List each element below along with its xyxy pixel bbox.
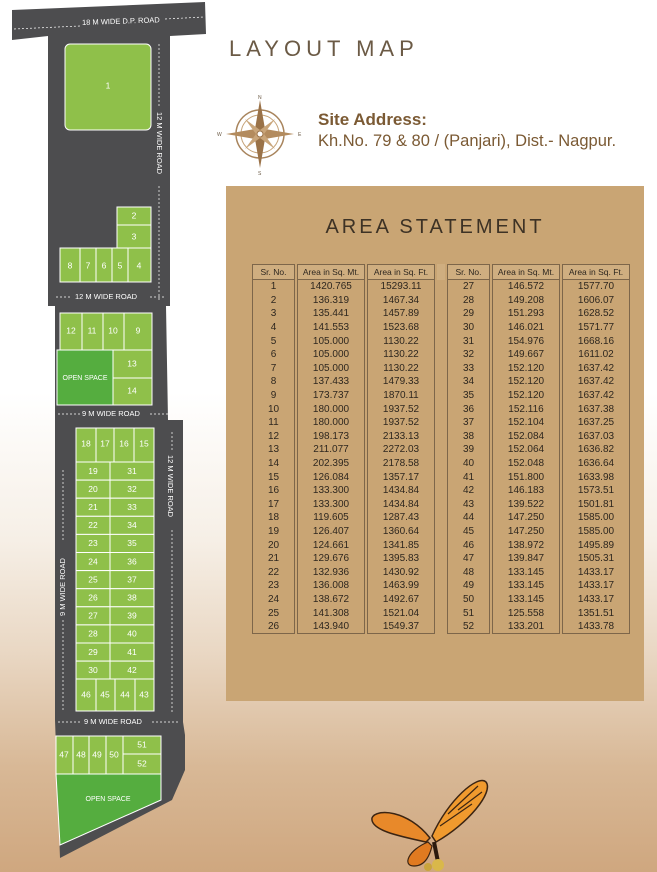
plot-label-11: 11 bbox=[87, 325, 97, 336]
cell-area-sq-mt: 202.395 bbox=[297, 457, 365, 471]
cell-sr-no: 3 bbox=[252, 307, 295, 321]
cell-area-sq-ft: 1637.03 bbox=[562, 430, 630, 444]
butterfly-icon bbox=[368, 770, 498, 872]
column-gap bbox=[437, 348, 445, 362]
cell-sr-no: 2 bbox=[252, 294, 295, 308]
cell-sr-no: 39 bbox=[447, 443, 490, 457]
plot-label-44: 44 bbox=[120, 689, 130, 700]
cell-area-sq-mt: 143.940 bbox=[297, 620, 365, 635]
cell-area-sq-ft: 1467.34 bbox=[367, 294, 435, 308]
plot-label-10: 10 bbox=[108, 325, 118, 336]
plot-label-45: 45 bbox=[100, 689, 110, 700]
plot-label-51: 51 bbox=[137, 739, 147, 750]
cell-sr-no: 42 bbox=[447, 484, 490, 498]
plot-label-1: 1 bbox=[105, 80, 111, 91]
cell-area-sq-ft: 1668.16 bbox=[562, 334, 630, 348]
compass-s: S bbox=[258, 171, 262, 177]
cell-area-sq-mt: 105.000 bbox=[297, 348, 365, 362]
cell-area-sq-ft: 1433.17 bbox=[562, 579, 630, 593]
cell-area-sq-ft: 1628.52 bbox=[562, 307, 630, 321]
table-row bbox=[252, 334, 630, 348]
cell-area-sq-mt: 146.183 bbox=[492, 484, 560, 498]
table-row bbox=[252, 498, 630, 512]
cell-sr-no: 10 bbox=[252, 402, 295, 416]
plot-label-27: 27 bbox=[88, 610, 98, 621]
page-title: LAYOUT MAP bbox=[229, 36, 419, 61]
column-gap bbox=[437, 579, 445, 593]
column-gap bbox=[437, 538, 445, 552]
plot-label-34: 34 bbox=[127, 520, 137, 531]
cell-area-sq-ft: 1571.77 bbox=[562, 321, 630, 335]
table-row bbox=[252, 565, 630, 579]
cell-sr-no: 29 bbox=[447, 307, 490, 321]
cell-area-sq-ft: 1637.42 bbox=[562, 389, 630, 403]
cell-area-sq-mt: 133.201 bbox=[492, 620, 560, 635]
header-sr-no-2: Sr. No. bbox=[447, 264, 490, 280]
cell-sr-no: 46 bbox=[447, 538, 490, 552]
plot-label-20: 20 bbox=[88, 483, 98, 494]
cell-area-sq-mt: 105.000 bbox=[297, 334, 365, 348]
road-9m-label-a: 9 M WIDE ROAD bbox=[82, 408, 140, 418]
column-gap bbox=[437, 457, 445, 471]
column-gap bbox=[437, 294, 445, 308]
column-gap bbox=[437, 443, 445, 457]
cell-area-sq-mt: 126.084 bbox=[297, 470, 365, 484]
cell-area-sq-mt: 152.116 bbox=[492, 402, 560, 416]
cell-area-sq-ft: 1633.98 bbox=[562, 470, 630, 484]
cell-area-sq-ft: 1505.31 bbox=[562, 552, 630, 566]
plot-label-46: 46 bbox=[81, 689, 91, 700]
cell-area-sq-mt: 152.104 bbox=[492, 416, 560, 430]
column-gap bbox=[437, 620, 445, 635]
area-statement-table bbox=[250, 264, 632, 634]
cell-area-sq-ft: 1637.38 bbox=[562, 402, 630, 416]
plot-label-36: 36 bbox=[127, 556, 137, 567]
cell-area-sq-mt: 133.145 bbox=[492, 593, 560, 607]
cell-area-sq-mt: 146.572 bbox=[492, 280, 560, 294]
cell-area-sq-ft: 1433.17 bbox=[562, 593, 630, 607]
cell-sr-no: 17 bbox=[252, 498, 295, 512]
cell-sr-no: 35 bbox=[447, 389, 490, 403]
cell-area-sq-ft: 1501.81 bbox=[562, 498, 630, 512]
cell-area-sq-mt: 136.319 bbox=[297, 294, 365, 308]
table-row bbox=[252, 402, 630, 416]
table-row bbox=[252, 552, 630, 566]
cell-area-sq-mt: 125.558 bbox=[492, 606, 560, 620]
cell-sr-no: 34 bbox=[447, 375, 490, 389]
plot-label-32: 32 bbox=[127, 483, 137, 494]
cell-area-sq-mt: 152.084 bbox=[492, 430, 560, 444]
cell-sr-no: 33 bbox=[447, 362, 490, 376]
road-12m-middle-label: 12 M WIDE ROAD bbox=[75, 291, 138, 301]
plot-label-37: 37 bbox=[127, 574, 137, 585]
cell-area-sq-mt: 133.300 bbox=[297, 484, 365, 498]
cell-area-sq-ft: 1606.07 bbox=[562, 294, 630, 308]
column-gap bbox=[437, 511, 445, 525]
table-row bbox=[252, 280, 630, 294]
cell-sr-no: 38 bbox=[447, 430, 490, 444]
cell-area-sq-mt: 154.976 bbox=[492, 334, 560, 348]
cell-area-sq-ft: 1434.84 bbox=[367, 498, 435, 512]
cell-sr-no: 47 bbox=[447, 552, 490, 566]
area-statement-panel bbox=[226, 186, 644, 701]
road-12m-right-label-b: 12 M WIDE ROAD bbox=[166, 455, 176, 518]
cell-area-sq-mt: 173.737 bbox=[297, 389, 365, 403]
cell-area-sq-ft: 1357.17 bbox=[367, 470, 435, 484]
column-gap bbox=[437, 565, 445, 579]
cell-sr-no: 25 bbox=[252, 606, 295, 620]
cell-area-sq-ft: 1585.00 bbox=[562, 511, 630, 525]
cell-area-sq-ft: 1637.42 bbox=[562, 375, 630, 389]
cell-sr-no: 1 bbox=[252, 280, 295, 294]
cell-sr-no: 20 bbox=[252, 538, 295, 552]
cell-area-sq-ft: 1495.89 bbox=[562, 538, 630, 552]
cell-sr-no: 48 bbox=[447, 565, 490, 579]
table-row bbox=[252, 348, 630, 362]
plot-label-50: 50 bbox=[109, 749, 119, 760]
plot-label-14: 14 bbox=[127, 385, 137, 396]
cell-sr-no: 28 bbox=[447, 294, 490, 308]
plot-label-47: 47 bbox=[59, 749, 69, 760]
cell-area-sq-ft: 1287.43 bbox=[367, 511, 435, 525]
plot-label-18: 18 bbox=[81, 438, 91, 449]
cell-area-sq-ft: 1479.33 bbox=[367, 375, 435, 389]
cell-area-sq-ft: 1577.70 bbox=[562, 280, 630, 294]
column-gap bbox=[437, 498, 445, 512]
cell-area-sq-mt: 180.000 bbox=[297, 402, 365, 416]
cell-area-sq-ft: 1637.42 bbox=[562, 362, 630, 376]
cell-area-sq-ft: 1636.82 bbox=[562, 443, 630, 457]
plot-label-17: 17 bbox=[100, 438, 110, 449]
table-row bbox=[252, 457, 630, 471]
cell-area-sq-mt: 146.021 bbox=[492, 321, 560, 335]
cell-sr-no: 45 bbox=[447, 525, 490, 539]
cell-area-sq-ft: 1130.22 bbox=[367, 362, 435, 376]
plot-label-49: 49 bbox=[92, 749, 102, 760]
column-gap bbox=[437, 470, 445, 484]
cell-area-sq-ft: 1360.64 bbox=[367, 525, 435, 539]
cell-sr-no: 50 bbox=[447, 593, 490, 607]
cell-sr-no: 12 bbox=[252, 430, 295, 444]
plot-label-23: 23 bbox=[88, 538, 98, 549]
open-space-1-label: OPEN SPACE bbox=[62, 374, 108, 382]
cell-area-sq-ft: 1521.04 bbox=[367, 606, 435, 620]
cell-area-sq-ft: 1341.85 bbox=[367, 538, 435, 552]
cell-area-sq-mt: 105.000 bbox=[297, 362, 365, 376]
cell-sr-no: 49 bbox=[447, 579, 490, 593]
plot-label-30: 30 bbox=[88, 664, 98, 675]
cell-sr-no: 41 bbox=[447, 470, 490, 484]
plot-label-7: 7 bbox=[85, 260, 91, 271]
road-12m-right-label-a: 12 M WIDE ROAD bbox=[155, 112, 165, 175]
road-9m-label-b: 9 M WIDE ROAD bbox=[84, 716, 142, 726]
plot-label-31: 31 bbox=[127, 465, 137, 476]
plot-label-28: 28 bbox=[88, 628, 98, 639]
cell-sr-no: 14 bbox=[252, 457, 295, 471]
plot-label-25: 25 bbox=[88, 574, 98, 585]
cell-area-sq-mt: 149.208 bbox=[492, 294, 560, 308]
cell-sr-no: 26 bbox=[252, 620, 295, 635]
header-sq-ft-2: Area in Sq. Ft. bbox=[562, 264, 630, 280]
cell-area-sq-ft: 2178.58 bbox=[367, 457, 435, 471]
cell-area-sq-mt: 133.145 bbox=[492, 579, 560, 593]
plot-label-35: 35 bbox=[127, 538, 137, 549]
plot-grid bbox=[76, 462, 154, 679]
cell-sr-no: 16 bbox=[252, 484, 295, 498]
column-gap bbox=[437, 375, 445, 389]
plot-label-12: 12 bbox=[66, 325, 76, 336]
header-sr-no-1: Sr. No. bbox=[252, 264, 295, 280]
cell-area-sq-mt: 152.120 bbox=[492, 362, 560, 376]
cell-area-sq-mt: 126.407 bbox=[297, 525, 365, 539]
cell-sr-no: 4 bbox=[252, 321, 295, 335]
cell-area-sq-mt: 149.667 bbox=[492, 348, 560, 362]
cell-area-sq-mt: 136.008 bbox=[297, 579, 365, 593]
column-gap bbox=[437, 402, 445, 416]
cell-sr-no: 24 bbox=[252, 593, 295, 607]
plot-label-19: 19 bbox=[88, 465, 98, 476]
cell-area-sq-ft: 1434.84 bbox=[367, 484, 435, 498]
table-row bbox=[252, 362, 630, 376]
column-gap bbox=[437, 280, 445, 294]
cell-area-sq-ft: 1430.92 bbox=[367, 565, 435, 579]
column-gap bbox=[437, 416, 445, 430]
cell-area-sq-ft: 1433.78 bbox=[562, 620, 630, 635]
cell-area-sq-ft: 1463.99 bbox=[367, 579, 435, 593]
cell-area-sq-mt: 1420.765 bbox=[297, 280, 365, 294]
cell-sr-no: 11 bbox=[252, 416, 295, 430]
cell-sr-no: 5 bbox=[252, 334, 295, 348]
cell-area-sq-ft: 1549.37 bbox=[367, 620, 435, 635]
plot-label-52: 52 bbox=[137, 758, 147, 769]
plot-label-22: 22 bbox=[88, 520, 98, 531]
table-row bbox=[252, 375, 630, 389]
cell-sr-no: 43 bbox=[447, 498, 490, 512]
plot-label-48: 48 bbox=[76, 749, 86, 760]
plot-label-9: 9 bbox=[135, 325, 141, 336]
cell-sr-no: 37 bbox=[447, 416, 490, 430]
cell-area-sq-mt: 141.308 bbox=[297, 606, 365, 620]
dp-road-label: 18 M WIDE D.P. ROAD bbox=[81, 15, 160, 27]
cell-sr-no: 7 bbox=[252, 362, 295, 376]
plot-label-40: 40 bbox=[127, 628, 137, 639]
cell-sr-no: 44 bbox=[447, 511, 490, 525]
compass-rose-icon bbox=[215, 94, 305, 184]
header-sq-mt-1: Area in Sq. Mt. bbox=[297, 264, 365, 280]
cell-area-sq-ft: 1395.83 bbox=[367, 552, 435, 566]
cell-area-sq-mt: 147.250 bbox=[492, 525, 560, 539]
cell-area-sq-mt: 141.553 bbox=[297, 321, 365, 335]
cell-sr-no: 52 bbox=[447, 620, 490, 635]
plot-label-5: 5 bbox=[117, 260, 123, 271]
open-space-2-label: OPEN SPACE bbox=[85, 795, 131, 803]
cell-sr-no: 18 bbox=[252, 511, 295, 525]
plot-label-8: 8 bbox=[67, 260, 73, 271]
table-header-row bbox=[252, 264, 630, 280]
cell-area-sq-mt: 198.173 bbox=[297, 430, 365, 444]
column-gap bbox=[437, 593, 445, 607]
table-row bbox=[252, 470, 630, 484]
column-gap bbox=[437, 334, 445, 348]
plot-label-38: 38 bbox=[127, 592, 137, 603]
cell-sr-no: 13 bbox=[252, 443, 295, 457]
plot-label-42: 42 bbox=[127, 664, 137, 675]
cell-sr-no: 9 bbox=[252, 389, 295, 403]
cell-area-sq-mt: 211.077 bbox=[297, 443, 365, 457]
table-row bbox=[252, 620, 630, 635]
plot-label-3: 3 bbox=[131, 231, 137, 242]
plot-label-39: 39 bbox=[127, 610, 137, 621]
cell-area-sq-ft: 1523.68 bbox=[367, 321, 435, 335]
column-gap bbox=[437, 552, 445, 566]
area-statement-title: AREA STATEMENT bbox=[325, 216, 545, 238]
column-gap bbox=[437, 525, 445, 539]
compass-n: N bbox=[258, 95, 262, 101]
cell-sr-no: 19 bbox=[252, 525, 295, 539]
cell-area-sq-ft: 1351.51 bbox=[562, 606, 630, 620]
table-row bbox=[252, 389, 630, 403]
column-gap bbox=[437, 362, 445, 376]
cell-area-sq-mt: 133.300 bbox=[297, 498, 365, 512]
cell-area-sq-ft: 1636.64 bbox=[562, 457, 630, 471]
road-9m-left-label: 9 M WIDE ROAD bbox=[57, 558, 67, 616]
site-address: Kh.No. 79 & 80 / (Panjari), Dist.- Nagpur. bbox=[318, 132, 617, 150]
cell-area-sq-ft: 1573.51 bbox=[562, 484, 630, 498]
cell-area-sq-mt: 151.293 bbox=[492, 307, 560, 321]
cell-area-sq-mt: 139.847 bbox=[492, 552, 560, 566]
table-row bbox=[252, 307, 630, 321]
cell-area-sq-ft: 1492.67 bbox=[367, 593, 435, 607]
cell-sr-no: 36 bbox=[447, 402, 490, 416]
cell-sr-no: 51 bbox=[447, 606, 490, 620]
cell-area-sq-mt: 147.250 bbox=[492, 511, 560, 525]
cell-sr-no: 27 bbox=[447, 280, 490, 294]
cell-area-sq-ft: 1585.00 bbox=[562, 525, 630, 539]
cell-area-sq-ft: 1611.02 bbox=[562, 348, 630, 362]
column-gap bbox=[437, 430, 445, 444]
cell-area-sq-mt: 137.433 bbox=[297, 375, 365, 389]
table-row bbox=[252, 593, 630, 607]
cell-area-sq-ft: 2133.13 bbox=[367, 430, 435, 444]
table-row bbox=[252, 430, 630, 444]
column-gap bbox=[437, 321, 445, 335]
cell-area-sq-mt: 124.661 bbox=[297, 538, 365, 552]
plot-label-24: 24 bbox=[88, 556, 98, 567]
header-sq-ft-1: Area in Sq. Ft. bbox=[367, 264, 435, 280]
table-row bbox=[252, 416, 630, 430]
header-sq-mt-2: Area in Sq. Mt. bbox=[492, 264, 560, 280]
plot-label-2: 2 bbox=[131, 210, 137, 221]
cell-sr-no: 23 bbox=[252, 579, 295, 593]
column-gap bbox=[437, 484, 445, 498]
column-gap bbox=[437, 264, 445, 280]
column-gap bbox=[437, 389, 445, 403]
table-row bbox=[252, 606, 630, 620]
cell-area-sq-mt: 139.522 bbox=[492, 498, 560, 512]
cell-area-sq-mt: 132.936 bbox=[297, 565, 365, 579]
cell-area-sq-mt: 133.145 bbox=[492, 565, 560, 579]
cell-sr-no: 21 bbox=[252, 552, 295, 566]
cell-area-sq-ft: 1433.17 bbox=[562, 565, 630, 579]
cell-sr-no: 6 bbox=[252, 348, 295, 362]
cell-area-sq-ft: 15293.11 bbox=[367, 280, 435, 294]
cell-area-sq-ft: 1870.11 bbox=[367, 389, 435, 403]
compass-w: W bbox=[217, 132, 222, 138]
cell-area-sq-ft: 1937.52 bbox=[367, 402, 435, 416]
cell-area-sq-ft: 1130.22 bbox=[367, 334, 435, 348]
site-address-label: Site Address: bbox=[318, 110, 427, 129]
layout-map bbox=[0, 0, 215, 872]
cell-area-sq-ft: 1637.25 bbox=[562, 416, 630, 430]
cell-sr-no: 40 bbox=[447, 457, 490, 471]
cell-area-sq-mt: 152.120 bbox=[492, 389, 560, 403]
table-row bbox=[252, 579, 630, 593]
plot-label-6: 6 bbox=[101, 260, 107, 271]
plot-label-33: 33 bbox=[127, 502, 137, 512]
table-row bbox=[252, 321, 630, 335]
column-gap bbox=[437, 307, 445, 321]
cell-area-sq-ft: 2272.03 bbox=[367, 443, 435, 457]
table-row bbox=[252, 511, 630, 525]
table-row bbox=[252, 525, 630, 539]
cell-sr-no: 15 bbox=[252, 470, 295, 484]
column-gap bbox=[437, 606, 445, 620]
cell-area-sq-ft: 1130.22 bbox=[367, 348, 435, 362]
cell-area-sq-mt: 152.064 bbox=[492, 443, 560, 457]
plot-label-41: 41 bbox=[127, 646, 137, 657]
table-row bbox=[252, 294, 630, 308]
cell-area-sq-mt: 138.972 bbox=[492, 538, 560, 552]
cell-area-sq-mt: 180.000 bbox=[297, 416, 365, 430]
table-row bbox=[252, 443, 630, 457]
compass-e: E bbox=[298, 132, 302, 138]
plot-label-21: 21 bbox=[88, 502, 98, 512]
plot-label-16: 16 bbox=[119, 438, 129, 449]
cell-area-sq-mt: 138.672 bbox=[297, 593, 365, 607]
cell-area-sq-ft: 1457.89 bbox=[367, 307, 435, 321]
plot-label-29: 29 bbox=[88, 646, 98, 657]
plot-label-4: 4 bbox=[136, 260, 142, 271]
plot-label-13: 13 bbox=[127, 358, 137, 369]
cell-area-sq-ft: 1937.52 bbox=[367, 416, 435, 430]
cell-sr-no: 32 bbox=[447, 348, 490, 362]
table-row bbox=[252, 538, 630, 552]
cell-area-sq-mt: 129.676 bbox=[297, 552, 365, 566]
plot-label-43: 43 bbox=[139, 689, 149, 700]
cell-area-sq-mt: 151.800 bbox=[492, 470, 560, 484]
plot-label-26: 26 bbox=[88, 592, 98, 603]
cell-sr-no: 8 bbox=[252, 375, 295, 389]
cell-area-sq-mt: 152.120 bbox=[492, 375, 560, 389]
cell-area-sq-mt: 119.605 bbox=[297, 511, 365, 525]
cell-sr-no: 31 bbox=[447, 334, 490, 348]
cell-area-sq-mt: 135.441 bbox=[297, 307, 365, 321]
plot-label-15: 15 bbox=[139, 438, 149, 449]
cell-sr-no: 22 bbox=[252, 565, 295, 579]
cell-area-sq-mt: 152.048 bbox=[492, 457, 560, 471]
table-row bbox=[252, 484, 630, 498]
cell-sr-no: 30 bbox=[447, 321, 490, 335]
